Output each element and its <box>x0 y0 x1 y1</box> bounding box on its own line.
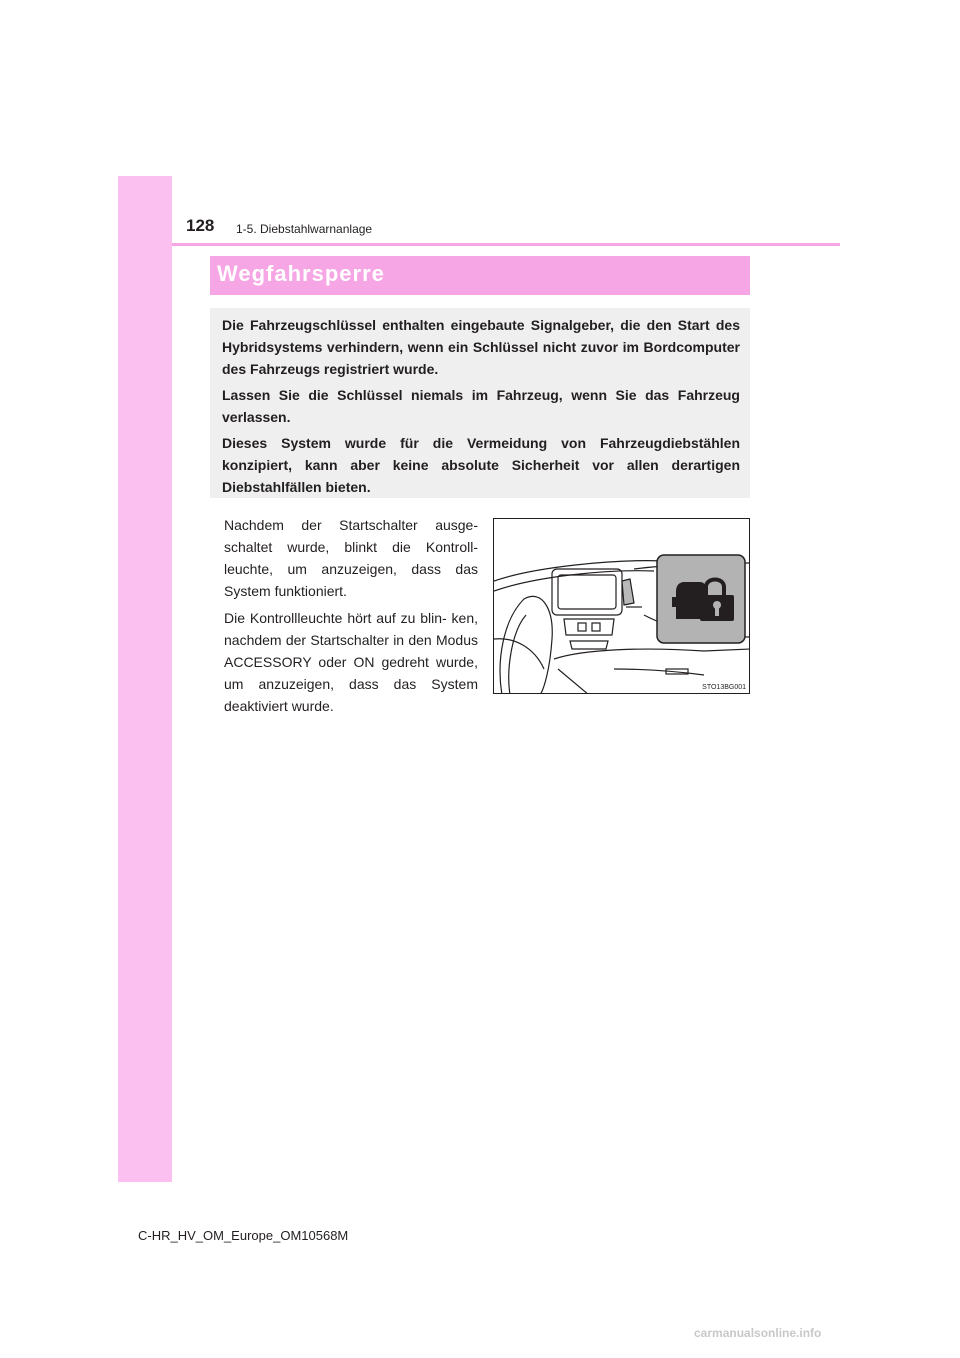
header-rule <box>172 243 840 246</box>
figure-code: STO13BG001 <box>702 684 746 691</box>
car-lock-indicator-icon <box>672 580 734 622</box>
watermark-text: carmanualsonline.info <box>694 1326 822 1340</box>
document-id: C-HR_HV_OM_Europe_OM10568M <box>138 1228 349 1243</box>
intro-paragraph: Die Fahrzeugschlüssel enthalten eingebaute Signalgeber, die den Start des Hybridsystems verhindern, wenn ein Schlüssel nicht zuvor im Bordcomputer des Fahrzeugs registriert wurde. <box>222 317 740 377</box>
body-paragraph: Nachdem der Startschalter ausge- schaltet wurde, blinkt die Kontroll- leuchte, um anzuzeigen, dass das System funktioniert. <box>224 517 478 599</box>
title-bar <box>210 256 750 295</box>
intro-paragraph: Lassen Sie die Schlüssel niemals im Fahrzeug, wenn Sie das Fahrzeug verlassen. <box>222 387 740 425</box>
intro-paragraph: Dieses System wurde für die Vermeidung von Fahrzeugdiebstählen konzipiert, kann aber keine absolute Sicherheit vor allen derartigen Diebstahlfällen bieten. <box>222 435 740 495</box>
section-reference: 1-5. Diebstahlwarnanlage <box>236 222 373 236</box>
body-paragraph: Die Kontrollleuchte hört auf zu blin- ken, nachdem der Startschalter in den Modus ACCESSORY oder ON gedreht wurde, um anzuzeigen, dass das System deaktiviert wurde. <box>224 610 478 714</box>
page-title: Wegfahrsperre <box>217 261 385 286</box>
dashboard-illustration <box>493 518 750 694</box>
dashboard-drawing <box>494 519 750 694</box>
page-number: 128 <box>186 216 215 235</box>
intro-box <box>210 308 750 498</box>
body-text <box>224 514 478 722</box>
side-tab-strip <box>118 176 172 1182</box>
